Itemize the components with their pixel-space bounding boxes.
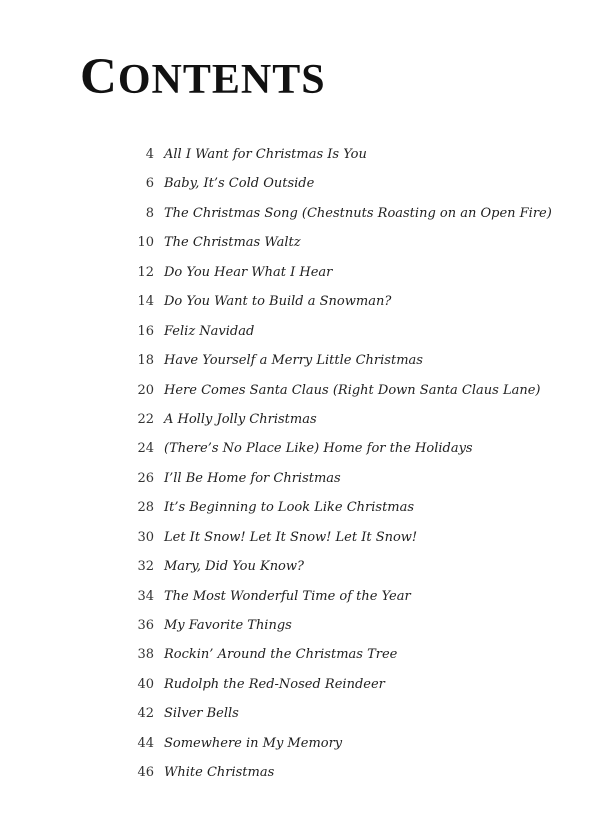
toc-song-title: Baby, It’s Cold Outside [164, 176, 315, 192]
toc-entry [0, 758, 600, 787]
toc-entry [0, 199, 600, 228]
toc-song-title: Rudolph the Red-Nosed Reindeer [164, 676, 385, 692]
toc-song-title: Somewhere in My Memory [164, 735, 343, 751]
toc-song-title: It’s Beginning to Look Like Christmas [164, 500, 415, 516]
toc-page-number: 22 [137, 411, 154, 427]
toc-page-number: 28 [137, 500, 154, 516]
toc-page-number: 14 [137, 294, 154, 310]
toc-entry [0, 317, 600, 346]
toc-song-title: Silver Bells [164, 706, 239, 722]
toc-page-number: 38 [137, 647, 154, 663]
title-initial: C [80, 49, 118, 105]
toc-song-title: Rockin’ Around the Christmas Tree [164, 647, 398, 663]
toc-entry [0, 228, 600, 257]
toc-song-title: The Christmas Song (Chestnuts Roasting on an Open Fire) [164, 205, 552, 221]
toc-entry [0, 493, 600, 522]
toc-page-number: 32 [137, 559, 154, 575]
toc-entry [0, 140, 600, 169]
toc-page-number: 44 [137, 735, 154, 751]
toc-entry [0, 258, 600, 287]
toc-song-title: Do You Hear What I Hear [164, 264, 333, 280]
toc-page-number: 24 [137, 441, 154, 457]
toc-page-number: 20 [137, 382, 154, 398]
toc-entry [0, 464, 600, 493]
toc-entry [0, 434, 600, 463]
toc-page-number: 10 [137, 235, 154, 251]
toc-entry [0, 287, 600, 316]
toc-song-title: Feliz Navidad [164, 323, 255, 339]
toc-page-number: 36 [137, 618, 154, 633]
toc-entry [0, 346, 600, 375]
toc-song-title: All I Want for Christmas Is You [164, 147, 367, 162]
toc-entry [0, 405, 600, 434]
toc-song-title: White Christmas [164, 765, 275, 781]
toc-song-title: My Favorite Things [164, 618, 292, 633]
toc-page-number: 8 [145, 205, 154, 221]
toc-entry [0, 611, 600, 640]
toc-song-title: Do You Want to Build a Snowman? [164, 294, 392, 310]
table-of-contents [0, 140, 600, 788]
toc-entry [0, 640, 600, 669]
toc-page-number: 6 [145, 176, 154, 192]
toc-entry [0, 582, 600, 611]
toc-song-title: The Christmas Waltz [164, 235, 301, 251]
toc-entry [0, 729, 600, 758]
page-title [80, 49, 326, 105]
toc-page-number: 4 [145, 147, 154, 162]
toc-song-title: The Most Wonderful Time of the Year [164, 588, 411, 604]
toc-song-title: Mary, Did You Know? [164, 559, 304, 575]
title-rest: ONTENTS [117, 57, 326, 103]
toc-page-number: 34 [137, 588, 154, 604]
toc-song-title: A Holly Jolly Christmas [164, 411, 317, 427]
toc-page-number: 40 [137, 676, 154, 692]
toc-song-title: Have Yourself a Merry Little Christmas [164, 353, 423, 369]
toc-song-title: I’ll Be Home for Christmas [164, 470, 341, 486]
toc-entry [0, 552, 600, 581]
toc-song-title: Here Comes Santa Claus (Right Down Santa Claus Lane) [164, 382, 541, 398]
toc-entry [0, 523, 600, 552]
toc-page-number: 26 [137, 470, 154, 486]
toc-song-title: Let It Snow! Let It Snow! Let It Snow! [164, 529, 418, 545]
toc-entry [0, 670, 600, 699]
toc-entry [0, 376, 600, 405]
toc-page-number: 16 [137, 323, 154, 339]
toc-page-number: 18 [137, 353, 154, 369]
toc-song-title: (There’s No Place Like) Home for the Holidays [164, 441, 473, 457]
toc-page-number: 12 [137, 264, 154, 280]
toc-page-number: 42 [137, 706, 154, 722]
toc-entry [0, 699, 600, 728]
toc-page-number: 30 [137, 529, 154, 545]
toc-page-number: 46 [137, 765, 154, 781]
toc-entry [0, 169, 600, 198]
